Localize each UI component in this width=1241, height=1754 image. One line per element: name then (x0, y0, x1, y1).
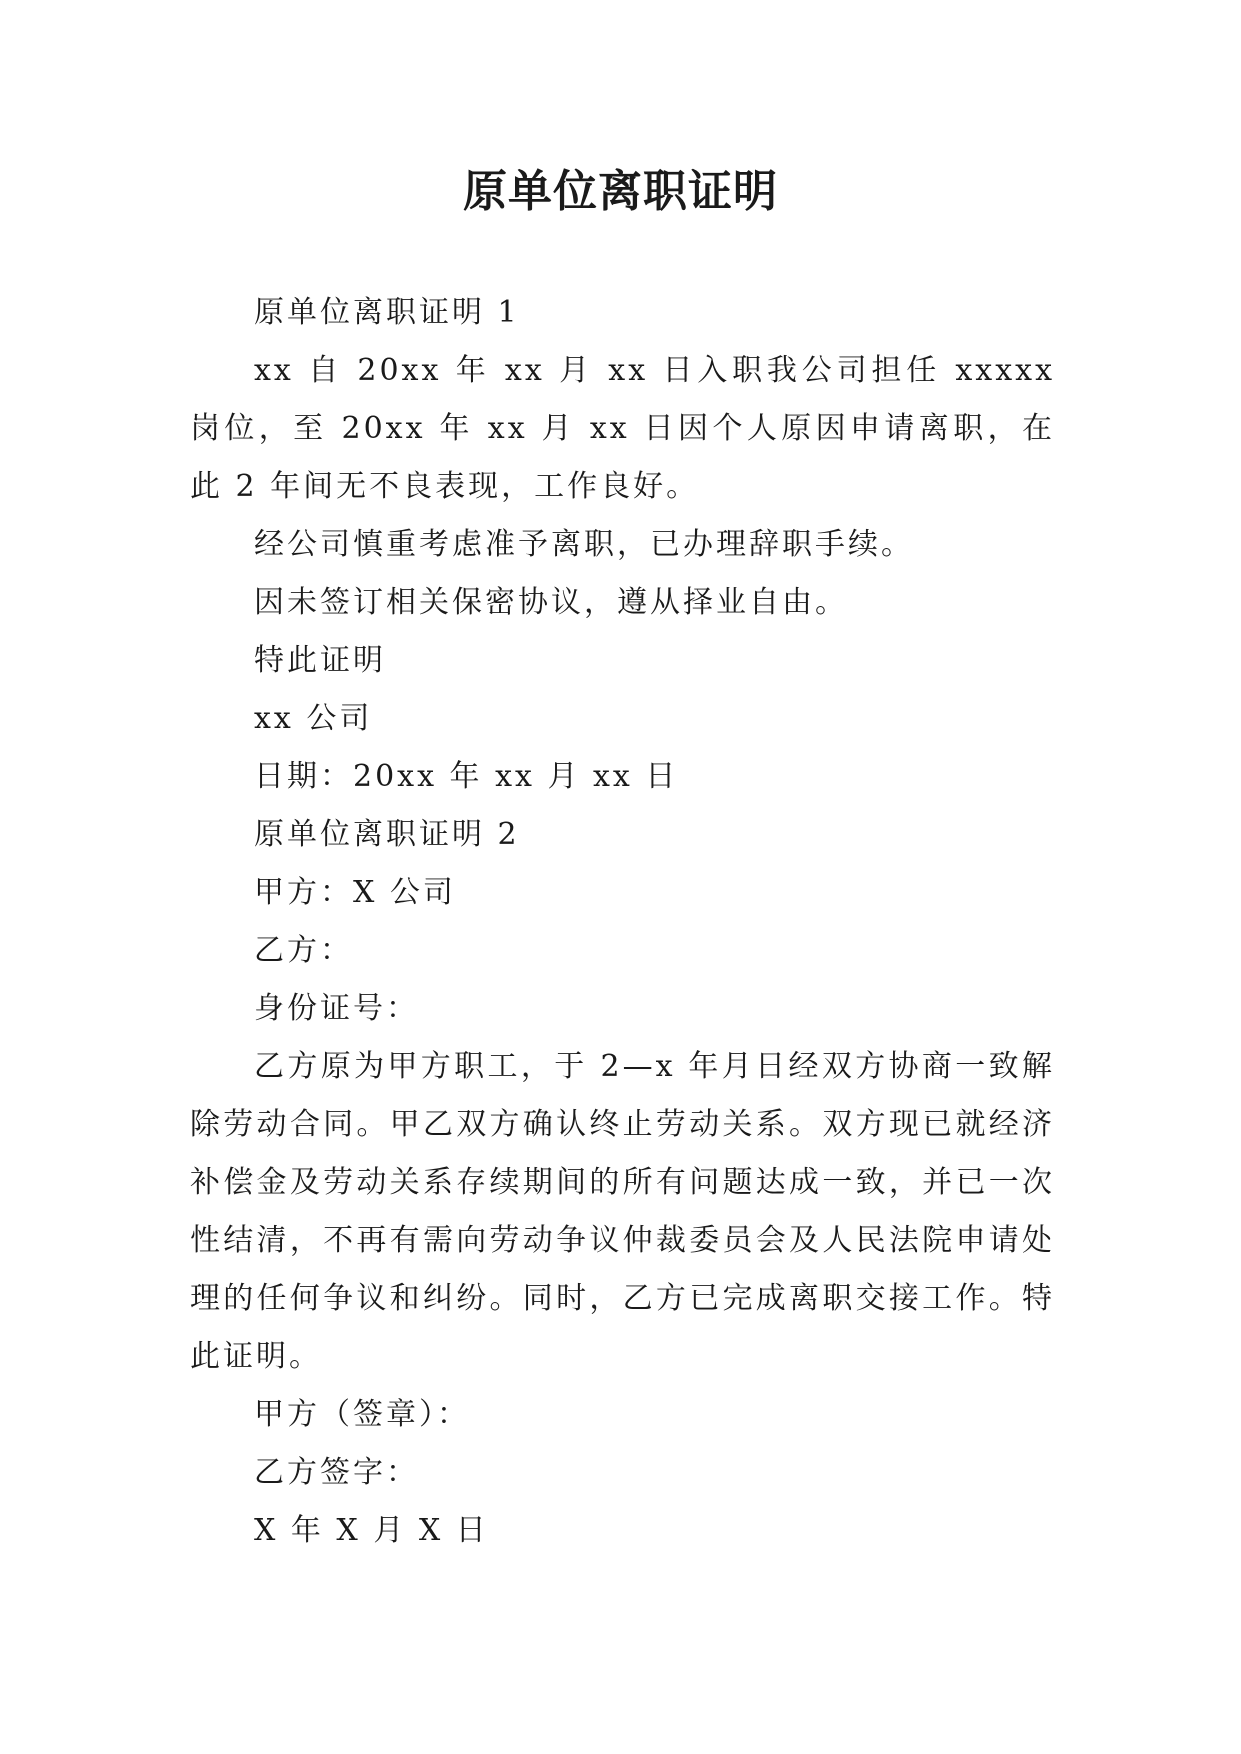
section-heading-2: 原单位离职证明 2 (254, 817, 520, 852)
party-a-seal-line: 甲方（签章）： (254, 1397, 470, 1432)
document-body (190, 284, 1055, 1560)
party-b-signature-line: 乙方签字： (254, 1455, 419, 1490)
paragraph-termination: 乙方原为甲方职工，于 2—x 年月日经双方协商一致解除劳动合同。甲乙双方确认终止劳动关系。双方现已就经济补偿金及劳动关系存续期间的所有问题达成一致，并已一次性结清，不再有需向劳动争议仲裁委员会及人民法院申请处理的任何争议和纠纷。同时，乙方已完成离职交接工作。特此证明。 (190, 1049, 1055, 1374)
date-line: 日期：20xx 年 xx 月 xx 日 (254, 759, 679, 794)
company-name: xx 公司 (254, 701, 373, 736)
id-number-line: 身份证号： (254, 991, 419, 1026)
paragraph-confidentiality: 因未签订相关保密协议，遵从择业自由。 (254, 585, 848, 620)
paragraph-approval: 经公司慎重考虑准予离职，已办理辞职手续。 (254, 527, 914, 562)
party-a-line: 甲方：X 公司 (254, 875, 456, 910)
document-title: 原单位离职证明 (463, 166, 778, 217)
section-heading-1: 原单位离职证明 1 (254, 295, 520, 330)
paragraph-certify: 特此证明 (254, 643, 386, 678)
signature-date-line: X 年 X 月 X 日 (254, 1513, 489, 1548)
paragraph-employment: xx 自 20xx 年 xx 月 xx 日入职我公司担任 xxxxx 岗位，至 20xx 年 xx 月 xx 日因个人原因申请离职，在此 2 年间无不良表现，工作良好。 (190, 353, 1055, 504)
party-b-line: 乙方： (254, 933, 353, 968)
